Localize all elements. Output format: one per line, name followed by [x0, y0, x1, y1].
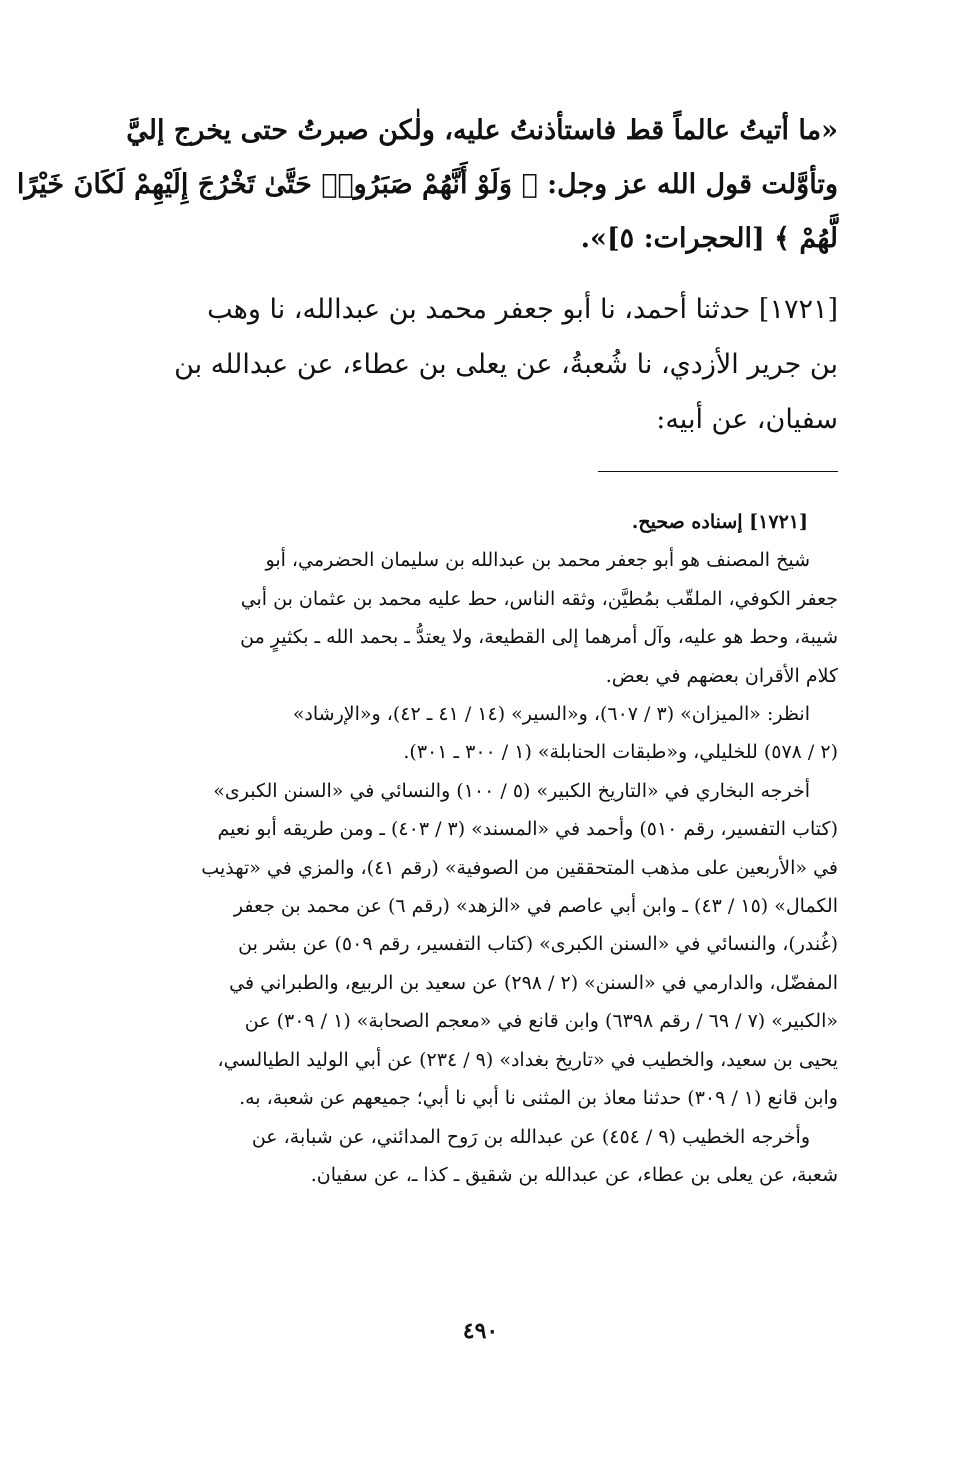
page-number: ٤٩٠: [462, 1318, 499, 1344]
footnote-line: (٢ / ٥٧٨) للخليلي، و«طبقات الحنابلة» (١ / ٣٠٠ ـ ٣٠١).: [403, 741, 838, 764]
footnote-line: شعبة، عن يعلى بن عطاء، عن عبدالله بن شقيق ـ كذا ـ، عن سفيان.: [310, 1163, 838, 1186]
footnote-line: وابن قانع (١ / ٣٠٩) حدثنا معاذ بن المثنى نا أبي نا أبي؛ جميعهم عن شعبة، به.: [239, 1087, 838, 1110]
footnote-line: شيبة، وحط هو عليه، وآل أمرهما إلى القطيعة، ولا يعتدُّ ـ بحمد الله ـ بكثيرٍ من: [240, 626, 838, 649]
quote-line: «ما أتيتُ عالماً قط فاستأذنتُ عليه، ولٰكن صبرتُ حتى يخرج إليَّ: [126, 115, 838, 146]
quote-line: وتأوَّلت قول الله عز وجل: ﴿ وَلَوْ أَنَّهُمْ صَبَرُوا۟ حَتَّىٰ تَخْرُجَ إِلَيْهِمْ لَكَانَ خَيْرًا: [16, 169, 838, 200]
quote-line: لَّهُمْ ﴾ [الحجرات: ٥]».: [580, 223, 838, 254]
footnote-line: الكمال» (١٥ / ٤٣) ـ وابن أبي عاصم في «الزهد» (رقم ٦) عن محمد بن جعفر: [233, 895, 838, 918]
footnote-line: جعفر الكوفي، الملقّب بمُطيَّن، وثقه الناس، حط عليه محمد بن عثمان بن أبي: [240, 587, 838, 610]
footnote-divider: [598, 471, 838, 472]
footnotes: [128, 503, 838, 1194]
hadith-line: [١٧٢١] حدثنا أحمد، نا أبو جعفر محمد بن عبدالله، نا وهب: [207, 294, 838, 325]
footnote-heading: [١٧٢١] إسناده صحيح.: [631, 511, 808, 533]
footnote-line: أخرجه البخاري في «التاريخ الكبير» (٥ / ١٠٠) والنسائي في «السنن الكبرى»: [213, 779, 810, 802]
footnote-line: «الكبير» (٧ / ٦٩ / رقم ٦٣٩٨) وابن قانع في «معجم الصحابة» (١ / ٣٠٩) عن: [244, 1010, 838, 1033]
footnote-line: وأخرجه الخطيب (٩ / ٤٥٤) عن عبدالله بن رَوح المدائني، عن شبابة، عن: [251, 1125, 810, 1148]
footnote-line: يحيى بن سعيد، والخطيب في «تاريخ بغداد» (٩ / ٢٣٤) عن أبي الوليد الطيالسي،: [217, 1048, 838, 1071]
hadith-paragraph: [128, 282, 838, 447]
footnote-line: في «الأربعين على مذهب المتحققين من الصوفية» (رقم ٤١)، والمزي في «تهذيب: [201, 856, 838, 879]
footnote-line: انظر: «الميزان» (٣ / ٦٠٧)، و«السير» (١٤ / ٤١ ـ ٤٢)، و«الإرشاد»: [292, 703, 810, 726]
hadith-line: بن جرير الأزدي، نا شُعبةُ، عن يعلى بن عطاء، عن عبدالله بن: [174, 349, 838, 380]
hadith-line: سفيان، عن أبيه:: [656, 404, 838, 435]
quote-paragraph: [16, 104, 838, 266]
footnote-line: شيخ المصنف هو أبو جعفر محمد بن عبدالله بن سليمان الحضرمي، أبو: [265, 549, 810, 572]
footnote-line: (كتاب التفسير، رقم ٥١٠) وأحمد في «المسند» (٣ / ٤٠٣) ـ ومن طريقه أبو نعيم: [217, 818, 838, 841]
footnote-line: (غُندر)، والنسائي في «السنن الكبرى» (كتاب التفسير، رقم ٥٠٩) عن بشر بن: [238, 933, 838, 956]
footnote-line: المفضّل، والدارمي في «السنن» (٢ / ٢٩٨) عن سعيد بن الربيع، والطبراني في: [229, 971, 838, 994]
footnote-line: كلام الأقران بعضهم في بعض.: [605, 664, 838, 687]
